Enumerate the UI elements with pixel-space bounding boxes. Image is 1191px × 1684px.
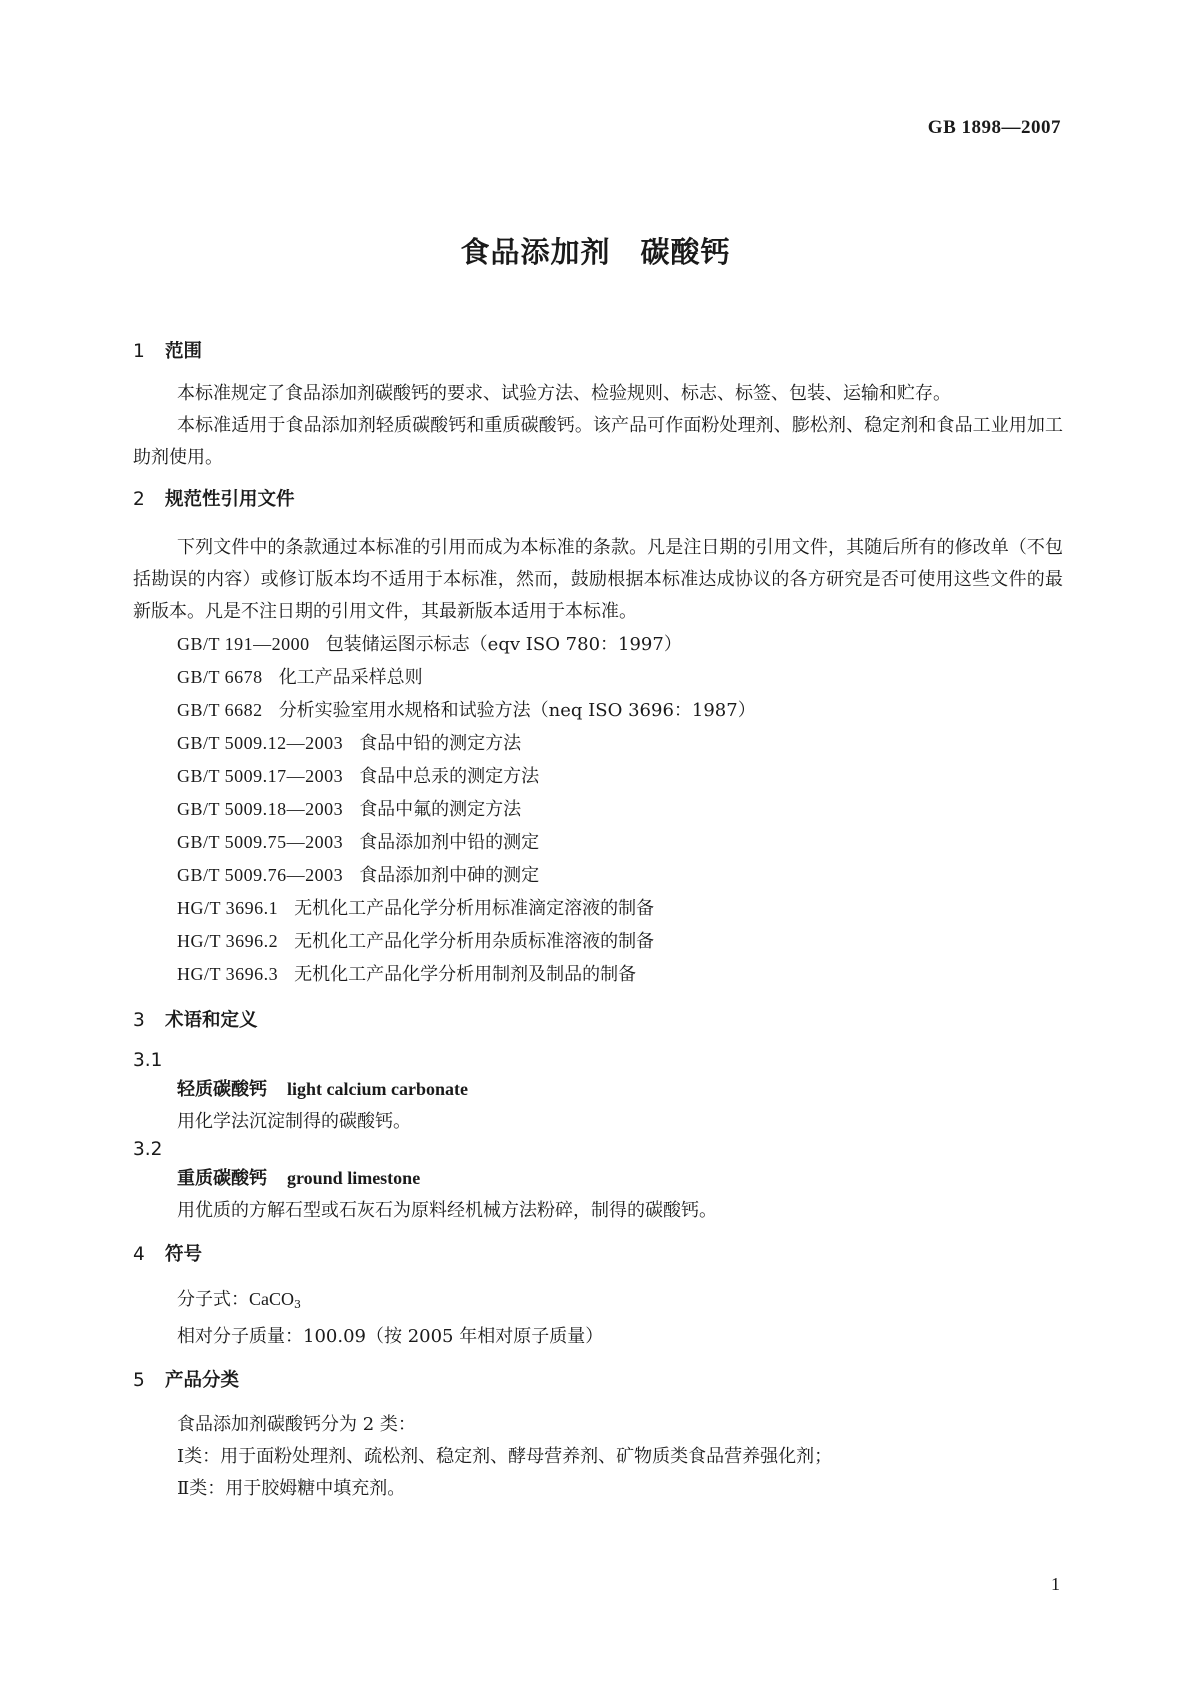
formula-subscript: 3 [294,1298,301,1311]
section-title: 规范性引用文件 [165,489,295,510]
section-title: 符号 [165,1244,203,1265]
reference-title: 食品中氟的测定方法 [359,799,522,820]
paragraph: 食品添加剂碳酸钙分为 2 类： [177,1414,416,1435]
reference-item [133,628,1063,661]
reference-code: GB/T 5009.17—2003 [177,766,344,786]
reference-title: 食品添加剂中砷的测定 [359,865,540,886]
paragraph: 下列文件中的条款通过本标准的引用而成为本标准的条款。凡是注日期的引用文件，其随后所有的修改单（不包括勘误的内容）或修订版本均不适用于本标准，然而，鼓励根据本标准达成协议的各方研究是否可使用这些文件的最新版本。凡是不注日期的引用文件，其最新版本适用于本标准。 [133,537,1063,622]
section-5-heading [133,1369,1063,1393]
section-number: 5 [133,1370,145,1391]
reference-item [133,925,1063,958]
term-english: light calcium carbonate [287,1079,468,1099]
term-heading [133,1073,1063,1106]
subsection-number: 3.1 [133,1050,163,1071]
reference-title: 食品中总汞的测定方法 [359,766,540,787]
reference-item [133,826,1063,859]
reference-item [133,727,1063,760]
reference-item [133,859,1063,892]
section-1-heading [133,340,1063,364]
reference-title: 无机化工产品化学分析用标准滴定溶液的制备 [294,898,655,919]
document-title: 食品添加剂 碳酸钙 [460,235,731,269]
section-2-heading [133,488,1063,512]
section-title: 产品分类 [165,1370,240,1391]
section-number: 1 [133,341,145,362]
document-body [133,340,1063,1505]
reference-title: 无机化工产品化学分析用制剂及制品的制备 [294,964,637,985]
term-chinese: 轻质碳酸钙 [177,1079,267,1100]
term-definition: 用化学法沉淀制得的碳酸钙。 [177,1111,411,1132]
reference-title: 食品添加剂中铅的测定 [359,832,540,853]
reference-code: GB/T 5009.75—2003 [177,832,344,852]
classification-item: Ⅰ类：用于面粉处理剂、疏松剂、稳定剂、酵母营养剂、矿物质类食品营养强化剂； [177,1446,833,1467]
molecular-mass: 相对分子质量：100.09（按 2005 年相对原子质量） [177,1326,604,1347]
classification-item: Ⅱ类：用于胶姆糖中填充剂。 [177,1478,406,1499]
reference-item [133,661,1063,694]
subsection-number: 3.2 [133,1139,163,1160]
reference-title: 分析实验室用水规格和试验方法（neq ISO 3696：1987） [278,700,756,721]
paragraph: 本标准规定了食品添加剂碳酸钙的要求、试验方法、检验规则、标志、标签、包装、运输和贮存。 [177,383,951,404]
reference-title: 无机化工产品化学分析用杂质标准溶液的制备 [294,931,655,952]
reference-code: GB/T 5009.18—2003 [177,799,344,819]
reference-title: 化工产品采样总则 [278,667,423,688]
section-number: 4 [133,1244,145,1265]
reference-item [133,694,1063,727]
reference-code: GB/T 6678 [177,667,263,687]
page-number: 1 [1051,1574,1060,1594]
molecular-formula [133,1283,1063,1321]
formula-main: CaCO [249,1289,294,1309]
section-title: 术语和定义 [165,1010,258,1031]
reference-code: HG/T 3696.3 [177,964,279,984]
reference-code: HG/T 3696.2 [177,931,279,951]
reference-code: GB/T 6682 [177,700,263,720]
reference-code: GB/T 5009.76—2003 [177,865,344,885]
formula-label: 分子式： [177,1289,249,1310]
standard-number: GB 1898—2007 [927,117,1061,138]
paragraph: 本标准适用于食品添加剂轻质碳酸钙和重质碳酸钙。该产品可作面粉处理剂、膨松剂、稳定剂和食品工业用加工助剂使用。 [133,415,1063,468]
section-3-heading [133,1009,1063,1033]
term-english: ground limestone [287,1168,421,1188]
reference-title: 食品中铅的测定方法 [359,733,522,754]
reference-code: GB/T 5009.12—2003 [177,733,344,753]
section-title: 范围 [165,341,203,362]
reference-title: 包装储运图示标志（eqv ISO 780：1997） [325,634,682,655]
term-heading [133,1162,1063,1195]
term-definition: 用优质的方解石型或石灰石为原料经机械方法粉碎，制得的碳酸钙。 [177,1200,717,1221]
reference-code: HG/T 3696.1 [177,898,279,918]
section-4-heading [133,1243,1063,1267]
term-chinese: 重质碳酸钙 [177,1168,267,1189]
section-number: 2 [133,489,145,510]
reference-item [133,760,1063,793]
reference-item [133,793,1063,826]
reference-item [133,958,1063,991]
section-number: 3 [133,1010,145,1031]
normative-references-list [133,628,1063,991]
reference-code: GB/T 191—2000 [177,634,310,654]
reference-item [133,892,1063,925]
